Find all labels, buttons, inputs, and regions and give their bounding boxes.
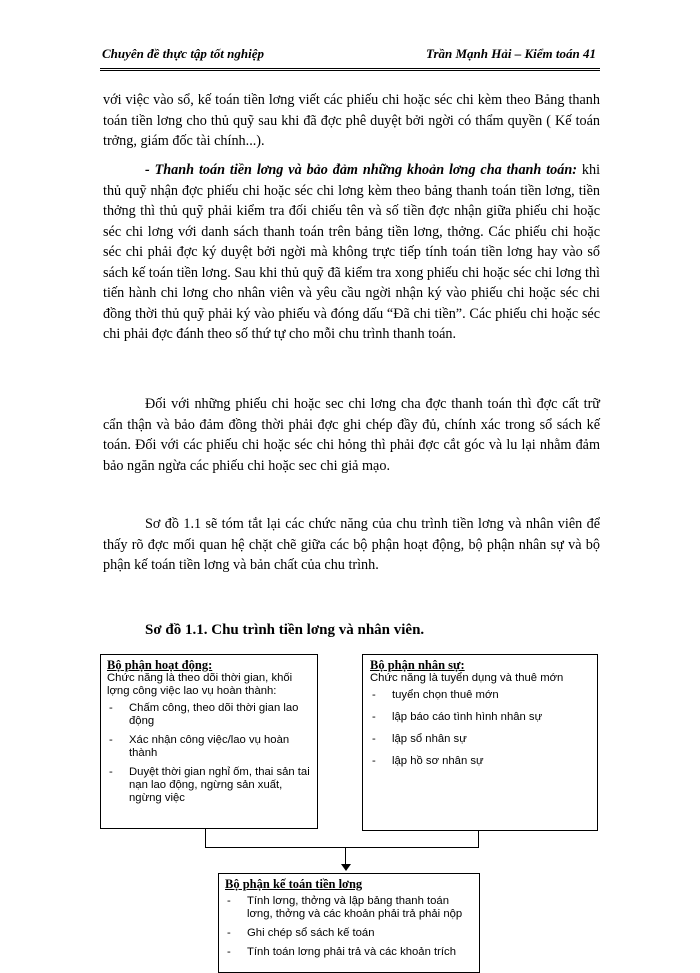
list-item: - Chấm công, theo dõi thời gian lao động	[107, 702, 311, 728]
box-payroll-title: Bộ phận kế toán tiền lơng	[225, 877, 363, 891]
list-item: - lập báo cáo tình hình nhân sự	[370, 711, 590, 724]
paragraph-1: với việc vào sổ, kế toán tiền lơng viết các phiếu chi hoặc séc chi kèm theo Bảng thanh toán tiền lơng cho thủ quỹ sau khi đã đợc phê duyệt bởi ngời có thẩm quyền ( Kế toán trởng, giám đốc tài chính...).	[103, 92, 600, 149]
connector-left-vertical	[205, 828, 206, 848]
box-operations-title: Bộ phận hoạt động:	[107, 658, 213, 672]
box-operations-department	[100, 654, 318, 829]
box-operations-list	[107, 702, 311, 805]
list-item: - Tính lơng, thởng và lập bảng thanh toán lơng, thởng và các khoản phải trả phải nộp	[225, 895, 473, 921]
paragraph-2	[103, 160, 600, 345]
box-hr-title: Bộ phận nhân sự:	[370, 658, 465, 672]
paragraph-2-lead: - Thanh toán tiền lơng và bảo đảm những khoản lơng cha thanh toán:	[145, 162, 577, 178]
list-item: - Xác nhận công việc/lao vụ hoàn thành	[107, 734, 311, 760]
list-item: - lập sổ nhân sự	[370, 733, 590, 746]
list-item: - tuyển chọn thuê mớn	[370, 689, 590, 702]
paragraph-4: Sơ đồ 1.1 sẽ tóm tắt lại các chức năng của chu trình tiền lơng và nhân viên để thấy rõ đợc mối quan hệ chặt chẽ giữa các bộ phận hoạt động, bộ phận nhân sự và bộ phận kế toán tiền lơng và bản chất của chu trình.	[103, 516, 600, 573]
box-operations-desc: Chức năng là theo dõi thời gian, khối lợng công việc lao vụ hoàn thành:	[107, 672, 293, 697]
page-header	[100, 42, 600, 71]
connector-horizontal	[205, 847, 479, 848]
connector-right-vertical	[478, 830, 479, 848]
arrow-head-icon	[341, 864, 351, 871]
paragraph-2-body: khi thủ quỹ nhận đợc phiếu chi hoặc séc chi lơng kèm theo bảng thanh toán tiền lơng, tiền thởng thì thủ quỹ phải kiểm tra đối chiếu tên và số tiền đợc nhận giữa phiếu chi hoặc séc chi lơng với danh sách thanh toán trên bảng tiền lơng, thởng. Các phiếu chi hoặc séc chi phải đợc ký duyệt bởi ngời mà không trực tiếp tính toán tiền lơng hay vào sổ sách kế toán tiền lơng. Sau khi thủ quỹ đã kiểm tra xong phiếu chi hoặc séc chi lơng thì tiến hành chi lơng cho nhân viên và yêu cầu ngời nhận ký vào phiếu chi hoặc séc chi đồng thời thủ quỹ phải ký vào phiếu và đóng dấu “Đã chi tiền”. Các phiếu chi hoặc séc chi phải đợc đánh theo số thứ tự cho mỗi chu trình thanh toán.	[103, 162, 601, 342]
box-hr-department	[362, 654, 598, 831]
list-item: - Ghi chép sổ sách kế toán	[225, 927, 473, 940]
list-item: - Duyệt thời gian nghỉ ốm, thai sản tai nạn lao động, ngừng sản xuất, ngừng việc	[107, 766, 311, 805]
header-left-text: Chuyên đề thực tập tốt nghiệp	[102, 46, 264, 61]
box-payroll-accounting	[218, 873, 480, 973]
box-hr-desc: Chức năng là tuyển dụng và thuê mớn	[370, 672, 564, 684]
connector-down	[345, 847, 346, 865]
paragraph-3: Đối với những phiếu chi hoặc sec chi lơng cha đợc thanh toán thì đợc cất trữ cẩn thận và bảo đảm đồng thời phải đợc ghi chép đầy đủ, chính xác trong sổ sách kế toán. Đối với các phiếu chi hoặc séc chi hỏng thì phải đợc cắt góc và lu lại nhằm đảm bảo ngăn ngừa các phiếu chi hoặc sec chi giả mạo.	[103, 396, 600, 474]
diagram-title: Sơ đồ 1.1. Chu trình tiền lơng và nhân viên.	[145, 622, 425, 638]
box-payroll-list	[225, 895, 473, 959]
list-item: - lập hồ sơ nhân sự	[370, 755, 590, 768]
box-hr-list	[370, 689, 590, 768]
header-right-text: Trần Mạnh Hải – Kiểm toán 41	[426, 46, 596, 61]
list-item: - Tính toán lơng phải trả và các khoản trích	[225, 946, 473, 959]
